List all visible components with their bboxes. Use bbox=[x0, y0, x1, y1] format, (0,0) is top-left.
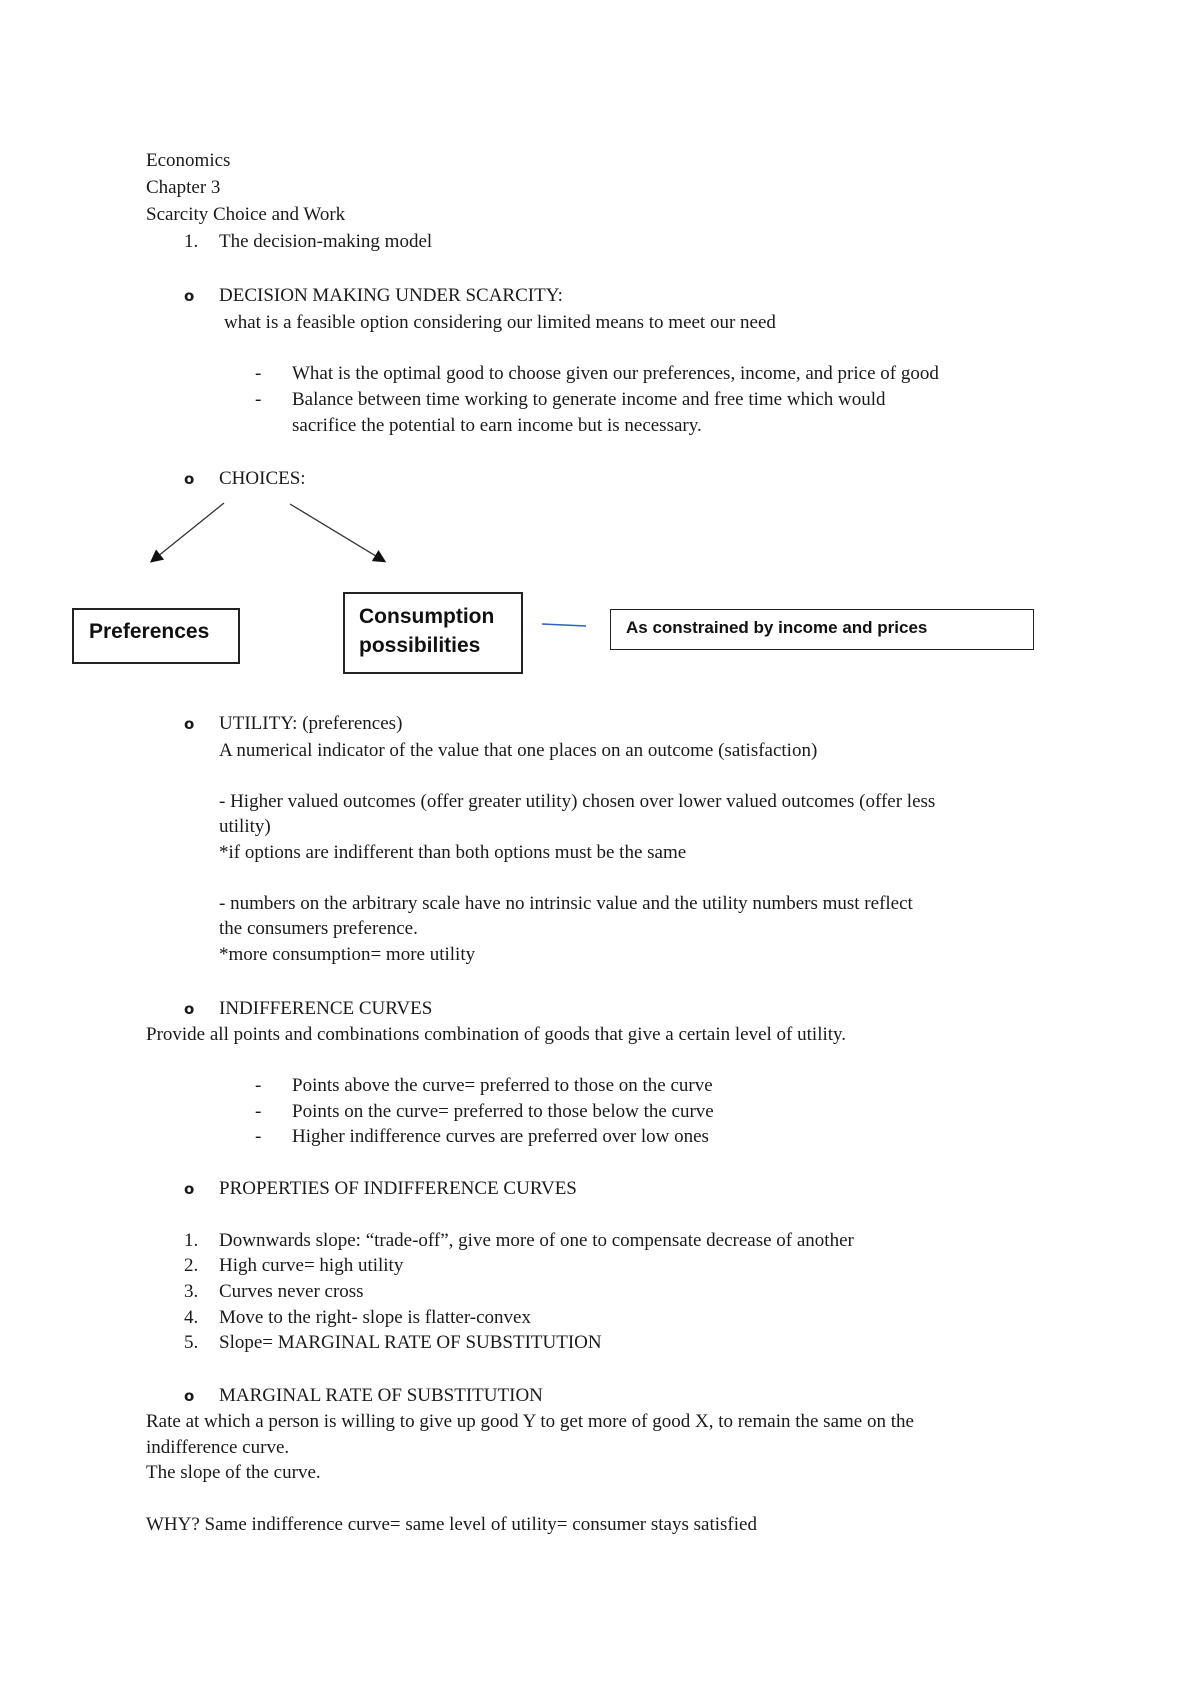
property-number: 2. bbox=[184, 1255, 199, 1276]
bullet-icon: o bbox=[184, 1387, 195, 1405]
utility-line: A numerical indicator of the value that one places on an outcome (satisfaction) bbox=[219, 740, 818, 761]
bullet-icon: o bbox=[184, 1000, 195, 1018]
indifference-desc: Provide all points and combinations combination of goods that give a certain level of utility. bbox=[146, 1024, 847, 1045]
utility-line: the consumers preference. bbox=[219, 918, 418, 939]
utility-line: *if options are indifferent than both options must be the same bbox=[219, 842, 687, 863]
property-number: 1. bbox=[184, 1230, 199, 1251]
decision-heading: DECISION MAKING UNDER SCARCITY: bbox=[219, 285, 563, 306]
bullet-icon: o bbox=[184, 470, 195, 488]
doc-chapter: Chapter 3 bbox=[146, 177, 221, 198]
property-number: 3. bbox=[184, 1281, 199, 1302]
utility-line: - Higher valued outcomes (offer greater utility) chosen over lower valued outcomes (offer less bbox=[219, 791, 936, 812]
indifference-point: Points above the curve= preferred to those on the curve bbox=[292, 1075, 713, 1096]
mrs-heading: MARGINAL RATE OF SUBSTITUTION bbox=[219, 1385, 543, 1406]
dash-icon: - bbox=[255, 363, 262, 384]
property-text: Downwards slope: “trade-off”, give more of one to compensate decrease of another bbox=[219, 1230, 854, 1251]
doc-title: Scarcity Choice and Work bbox=[146, 204, 346, 225]
property-text: Curves never cross bbox=[219, 1281, 364, 1302]
indifference-point: Higher indifference curves are preferred over low ones bbox=[292, 1126, 709, 1147]
property-text: Slope= MARGINAL RATE OF SUBSTITUTION bbox=[219, 1332, 602, 1353]
arrow-to-preferences bbox=[152, 503, 224, 561]
mrs-line: indifference curve. bbox=[146, 1437, 290, 1458]
bullet-icon: o bbox=[184, 715, 195, 733]
indifference-heading: INDIFFERENCE CURVES bbox=[219, 998, 433, 1019]
decision-desc: what is a feasible option considering our limited means to meet our need bbox=[224, 312, 776, 333]
utility-line: *more consumption= more utility bbox=[219, 944, 476, 965]
decision-point: What is the optimal good to choose given our preferences, income, and price of good bbox=[292, 363, 939, 384]
decision-point: Balance between time working to generate income and free time which would bbox=[292, 389, 886, 410]
property-text: High curve= high utility bbox=[219, 1255, 404, 1276]
dash-icon: - bbox=[255, 1101, 262, 1122]
properties-heading: PROPERTIES OF INDIFFERENCE CURVES bbox=[219, 1178, 577, 1199]
mrs-why: WHY? Same indifference curve= same level of utility= consumer stays satisfied bbox=[146, 1514, 757, 1535]
arrow-to-consumption bbox=[290, 504, 384, 561]
choices-heading: CHOICES: bbox=[219, 468, 306, 489]
property-text: Move to the right- slope is flatter-convex bbox=[219, 1307, 531, 1328]
property-number: 4. bbox=[184, 1307, 199, 1328]
consumption-line: Consumption bbox=[359, 605, 495, 628]
utility-line: utility) bbox=[219, 816, 271, 837]
section-label: The decision-making model bbox=[219, 231, 433, 252]
mrs-line: The slope of the curve. bbox=[146, 1462, 321, 1483]
dash-icon: - bbox=[255, 1075, 262, 1096]
decision-point: sacrifice the potential to earn income but is necessary. bbox=[292, 415, 702, 436]
bullet-icon: o bbox=[184, 1180, 195, 1198]
consumption-line: possibilities bbox=[359, 634, 481, 657]
indifference-point: Points on the curve= preferred to those below the curve bbox=[292, 1101, 714, 1122]
bullet-icon: o bbox=[184, 287, 195, 305]
property-number: 5. bbox=[184, 1332, 199, 1353]
dash-icon: - bbox=[255, 1126, 262, 1147]
utility-heading: UTILITY: (preferences) bbox=[219, 713, 403, 734]
connector-line bbox=[542, 624, 586, 626]
doc-subject: Economics bbox=[146, 150, 231, 171]
constraint-box: As constrained by income and prices bbox=[610, 609, 1034, 650]
preferences-box: Preferences bbox=[72, 608, 240, 664]
dash-icon: - bbox=[255, 389, 262, 410]
consumption-possibilities-box bbox=[343, 592, 523, 674]
section-number: 1. bbox=[184, 231, 199, 252]
mrs-line: Rate at which a person is willing to give up good Y to get more of good X, to remain the same on the bbox=[146, 1411, 914, 1432]
utility-line: - numbers on the arbitrary scale have no intrinsic value and the utility numbers must reflect bbox=[219, 893, 913, 914]
